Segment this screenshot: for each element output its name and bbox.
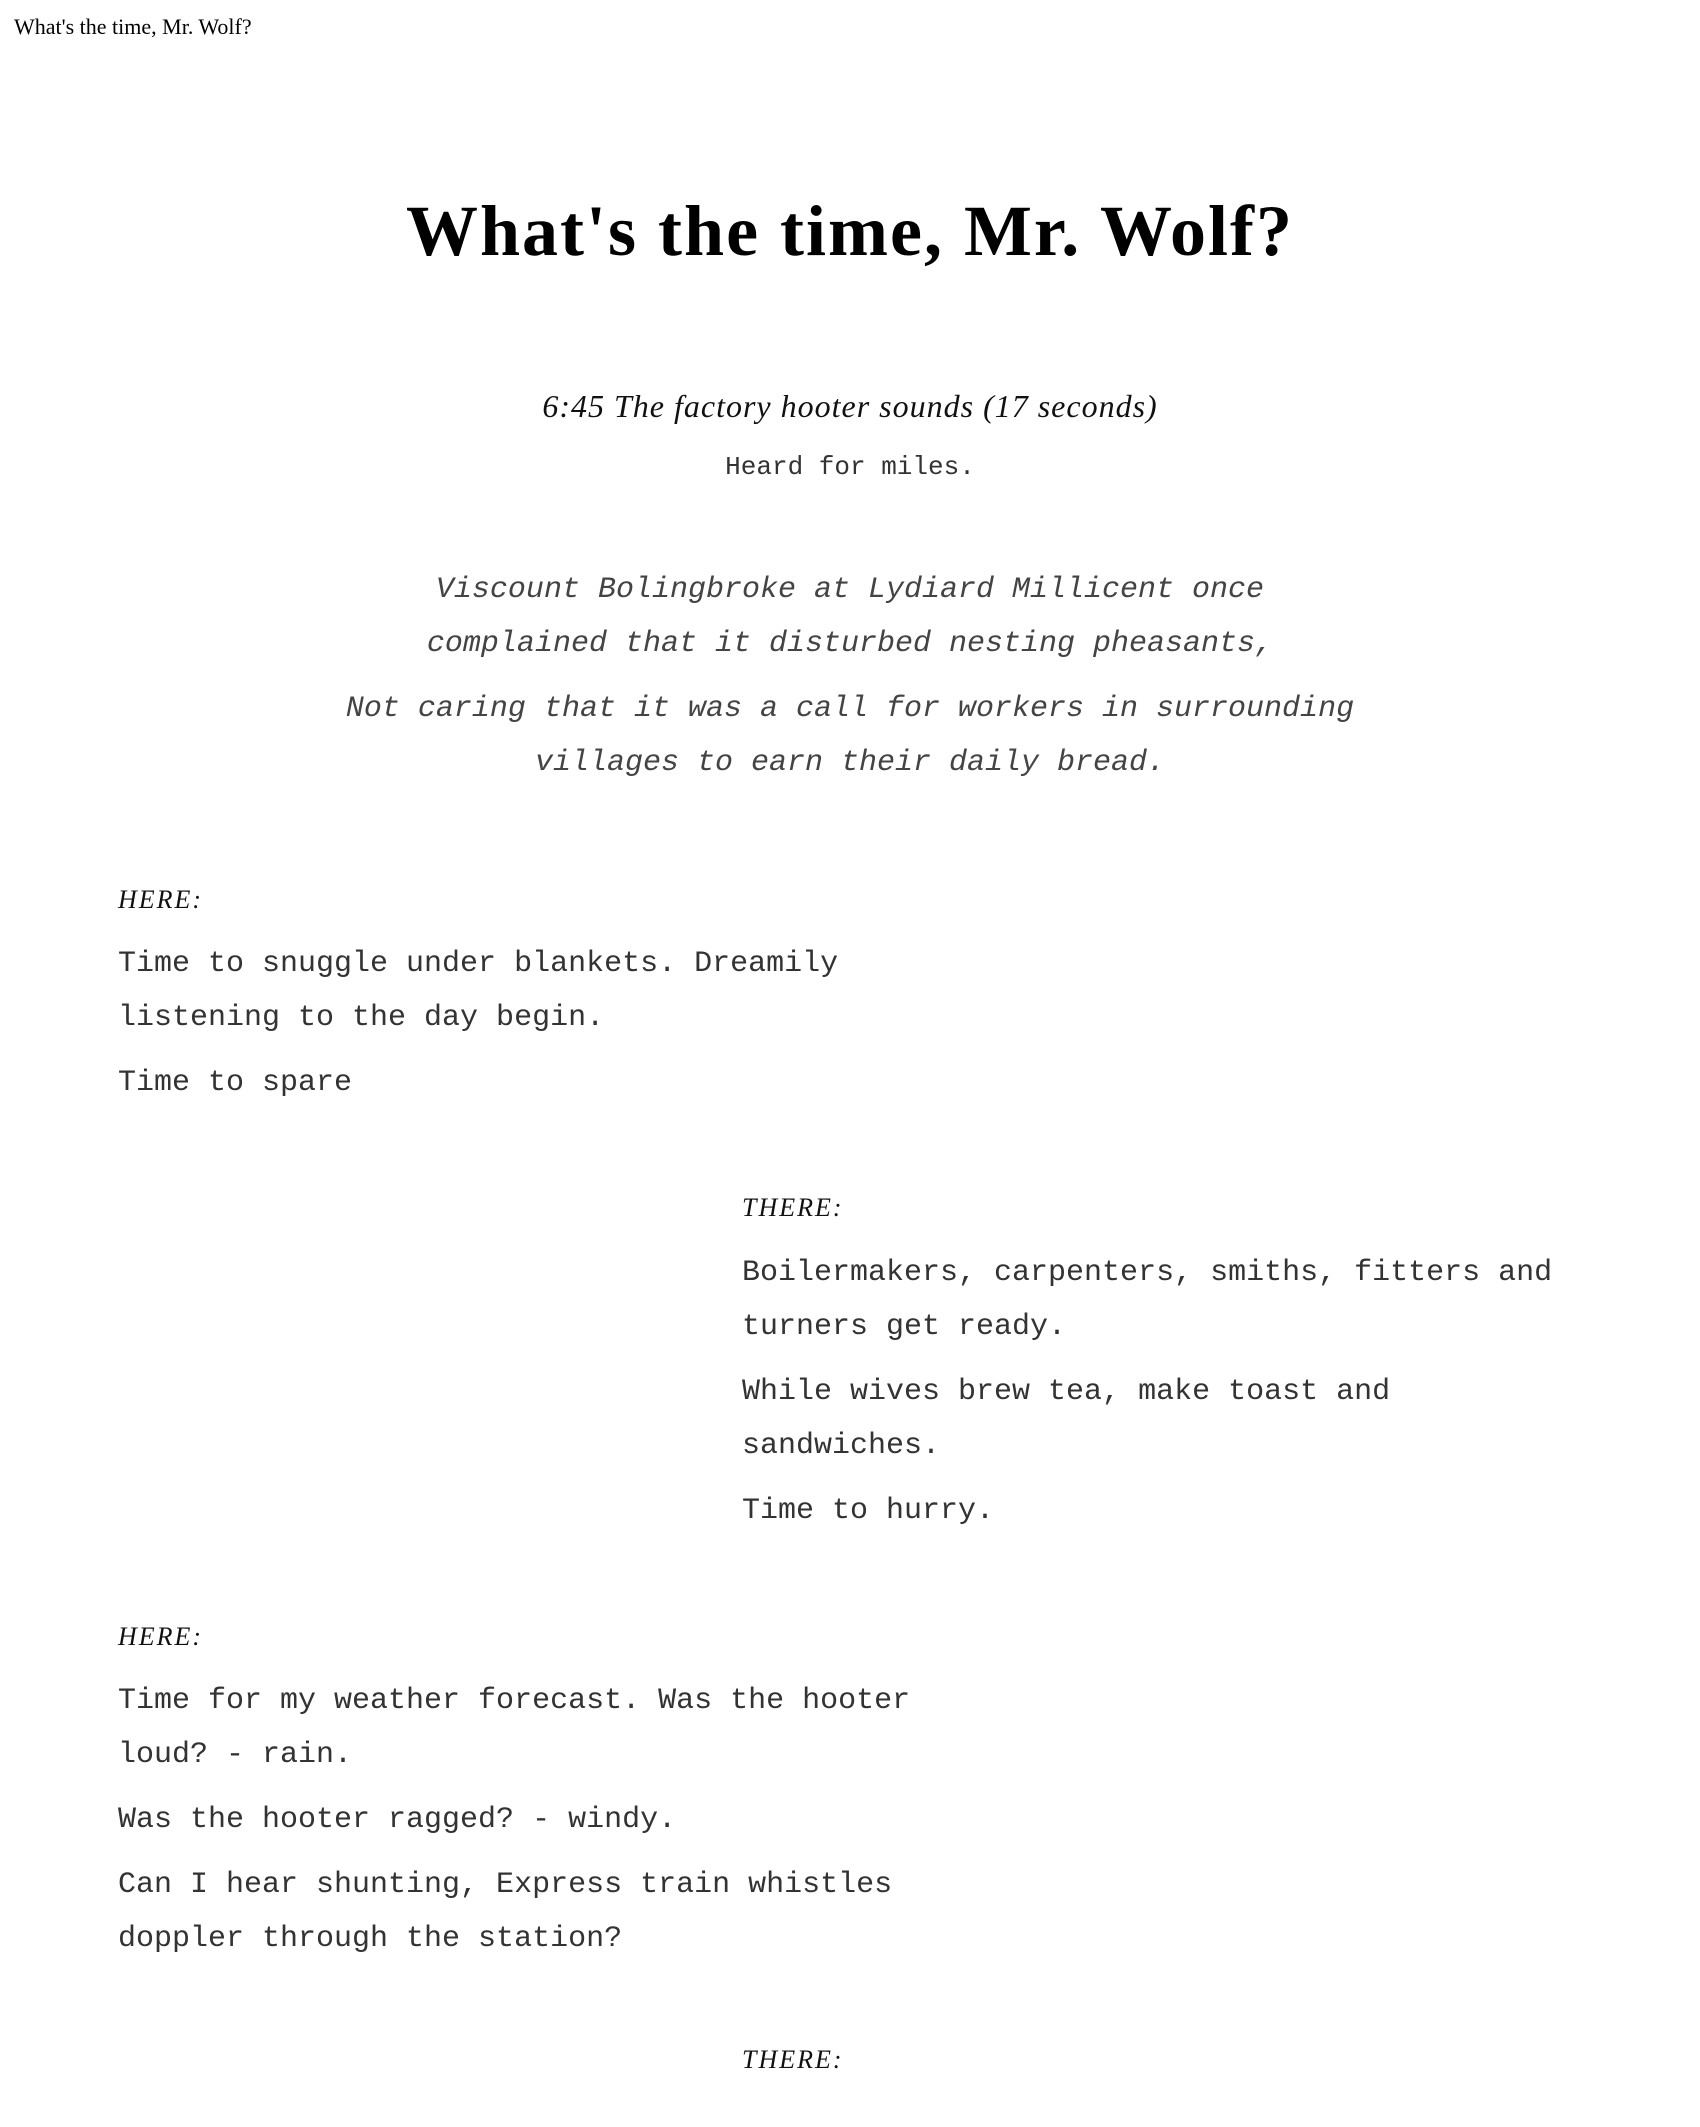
stanza-line: sandwiches. xyxy=(742,1429,941,1463)
stanza-line: loud? - rain. xyxy=(118,1738,353,1772)
stanza-there-1c xyxy=(742,1484,994,1538)
section-label-here-2: HERE: xyxy=(118,1622,204,1651)
stanza-here-2b xyxy=(118,1793,676,1847)
stanza-line: While wives brew tea, make toast and xyxy=(742,1375,1391,1409)
stanza-line: Boilermakers, carpenters, smiths, fitters and xyxy=(742,1256,1553,1290)
subtitle: 6:45 The factory hooter sounds (17 seconds) xyxy=(542,388,1158,424)
page-title: What's the time, Mr. Wolf? xyxy=(406,191,1294,271)
stanza-there-1b xyxy=(742,1365,1390,1473)
section-label-there-2: THERE: xyxy=(742,2045,844,2074)
quote-line: Viscount Bolingbroke at Lydiard Millicent once xyxy=(435,573,1265,607)
stanza-line: Was the hooter ragged? - windy. xyxy=(118,1803,677,1837)
quote-line: complained that it disturbed nesting pheasants, xyxy=(426,627,1274,661)
section-label-here: HERE: xyxy=(118,885,204,914)
running-header: What's the time, Mr. Wolf? xyxy=(14,14,252,39)
stanza-line: turners get ready. xyxy=(742,1310,1067,1344)
quote-line: Not caring that it was a call for workers in surrounding xyxy=(345,692,1355,726)
stanza-line: Can I hear shunting, Express train whistles xyxy=(118,1868,893,1902)
stanza-line: Time to snuggle under blankets. Dreamily xyxy=(118,947,839,981)
subnote: Heard for miles. xyxy=(725,452,975,482)
quote-block-1 xyxy=(0,563,1700,671)
stanza-here-1b xyxy=(118,1056,352,1110)
quote-block-2 xyxy=(0,682,1700,790)
stanza-here-2 xyxy=(118,1674,910,1782)
stanza-line: listening to the day begin. xyxy=(118,1001,605,1035)
stanza-there-1 xyxy=(742,1246,1552,1354)
section-label-there: THERE: xyxy=(742,1193,844,1222)
stanza-here-1 xyxy=(118,937,838,1045)
stanza-line: Time to spare xyxy=(118,1066,353,1100)
stanza-line: Time to hurry. xyxy=(742,1494,995,1528)
stanza-here-2c xyxy=(118,1858,892,1966)
stanza-line: Time for my weather forecast. Was the hooter xyxy=(118,1684,911,1718)
stanza-line: doppler through the station? xyxy=(118,1922,623,1956)
quote-line: villages to earn their daily bread. xyxy=(534,746,1166,780)
